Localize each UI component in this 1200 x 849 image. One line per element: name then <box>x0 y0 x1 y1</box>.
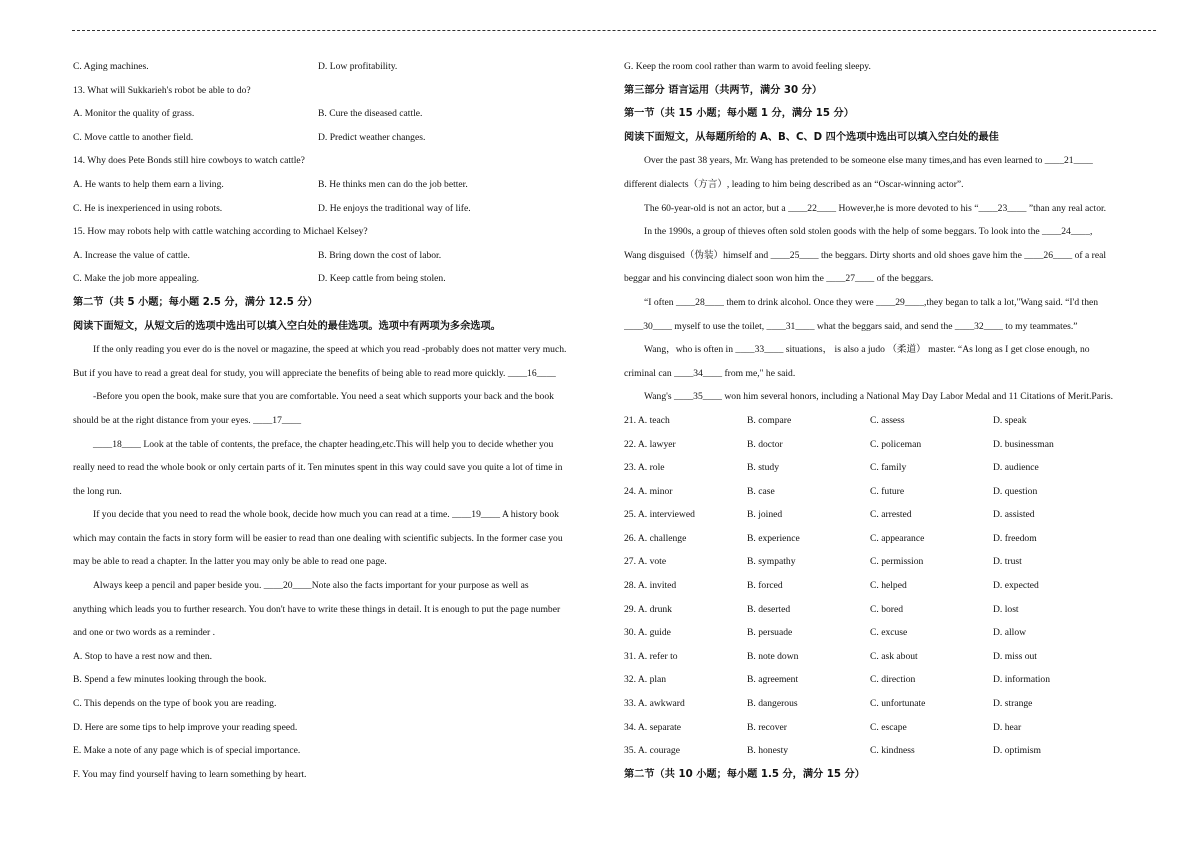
text-line: E. Make a note of any page which is of special importance. <box>73 745 301 757</box>
cloze-question-row <box>624 413 1158 437</box>
paragraph-line: Wang，who is often in ____33____ situations， is also a judo （柔道） master. “As long as I get close enough, no <box>644 344 1090 356</box>
text-line: C. This depends on the type of book you are reading. <box>73 698 277 710</box>
cloze-option: C. bored <box>870 603 904 615</box>
text-line: 15. How may robots help with cattle watching according to Michael Kelsey? <box>73 226 368 238</box>
cloze-option: C. appearance <box>870 532 925 544</box>
answer-option: B. Bring down the cost of labor. <box>318 249 442 261</box>
paragraph-line: -Before you open the book, make sure that you are comfortable. You need a seat which supports your back and the book <box>93 391 554 403</box>
cloze-option: B. case <box>747 485 775 497</box>
section-heading: 第三部分 语言运用（共两节，满分 30 分） <box>624 84 823 96</box>
cloze-option: D. audience <box>993 462 1039 474</box>
cloze-option: B. recover <box>747 721 787 733</box>
cloze-option: C. unfortunate <box>870 698 926 710</box>
text-line: beggar and his convincing dialect soon won him the ____27____ of the beggars. <box>624 273 934 285</box>
paragraph-line: Over the past 38 years, Mr. Wang has pretended to be someone else many times,and has even learned to ____21____ <box>644 155 1093 167</box>
cloze-option: D. optimism <box>993 745 1041 757</box>
cloze-option: 21. A. teach <box>624 414 670 426</box>
paragraph-line: In the 1990s, a group of thieves often sold stolen goods with the help of some beggars. To look into the ____24____, <box>644 226 1093 238</box>
cloze-option: C. future <box>870 485 905 497</box>
cloze-option: D. strange <box>993 698 1033 710</box>
text-line: really need to read the whole book or only certain parts of it. Ten minutes spent in this way could save you quite a lot of time in <box>73 462 563 474</box>
cloze-option: 30. A. guide <box>624 627 671 639</box>
cloze-question-row <box>624 672 1158 696</box>
text-line: 13. What will Sukkarieh's robot be able to do? <box>73 84 251 96</box>
text-line: ____30____ myself to use the toilet, ____31____ what the beggars said, and send the ____32____ to my teammates.” <box>624 320 1078 332</box>
cloze-question-row <box>624 460 1158 484</box>
cloze-option: C. escape <box>870 721 907 733</box>
cloze-option: D. speak <box>993 414 1027 426</box>
cloze-option: C. policeman <box>870 438 922 450</box>
cloze-option: 33. A. awkward <box>624 698 685 710</box>
answer-option: C. He is inexperienced in using robots. <box>73 202 223 214</box>
text-line: B. Spend a few minutes looking through the book. <box>73 674 267 686</box>
section-heading: 第一节（共 15 小题；每小题 1 分，满分 15 分） <box>624 108 854 120</box>
text-line: should be at the right distance from your eyes. ____17____ <box>73 414 302 426</box>
text-line: Wang disguised（伪装）himself and ____25____ the beggars. Dirty shorts and old shoes gave him the ____26____ of a real <box>624 249 1107 261</box>
left-column <box>73 59 605 790</box>
answer-option-row <box>73 59 605 83</box>
answer-option-row <box>73 201 605 225</box>
paragraph-line: Wang's ____35____ won him several honors, including a National May Day Labor Medal and 11 Citations of Merit.Paris. <box>644 391 1114 403</box>
cloze-option: D. allow <box>993 627 1027 639</box>
answer-option: C. Move cattle to another field. <box>73 131 194 143</box>
cloze-option: 27. A. vote <box>624 556 667 568</box>
cloze-option: C. excuse <box>870 627 908 639</box>
cloze-option: B. agreement <box>747 674 799 686</box>
text-line: the long run. <box>73 485 122 497</box>
cloze-question-row <box>624 743 1158 767</box>
answer-option: D. Keep cattle from being stolen. <box>318 273 446 285</box>
cloze-option: B. doctor <box>747 438 783 450</box>
cloze-option: 23. A. role <box>624 462 665 474</box>
cloze-option: C. arrested <box>870 509 912 521</box>
cloze-option: B. deserted <box>747 603 791 615</box>
cloze-option: C. helped <box>870 580 907 592</box>
cloze-option: 32. A. plan <box>624 674 667 686</box>
cloze-option: C. permission <box>870 556 924 568</box>
cloze-option: D. trust <box>993 556 1022 568</box>
cloze-option: B. study <box>747 462 779 474</box>
answer-option: D. He enjoys the traditional way of life. <box>318 202 471 214</box>
cloze-option: 28. A. invited <box>624 580 677 592</box>
cloze-option: C. assess <box>870 414 905 426</box>
cloze-option: B. honesty <box>747 745 789 757</box>
answer-option-row <box>73 248 605 272</box>
cloze-option: 22. A. lawyer <box>624 438 676 450</box>
cloze-option: D. information <box>993 674 1051 686</box>
section-heading: 第二节（共 10 小题；每小题 1.5 分，满分 15 分） <box>624 768 865 780</box>
page-top-rule <box>72 30 1156 31</box>
text-line: A. Stop to have a rest now and then. <box>73 650 213 662</box>
cloze-option: B. sympathy <box>747 556 796 568</box>
answer-option: B. He thinks men can do the job better. <box>318 178 468 190</box>
paragraph-line: Always keep a pencil and paper beside you. ____20____Note also the facts important for your purpose as well as <box>93 580 529 592</box>
answer-option-row <box>73 177 605 201</box>
answer-option: A. Increase the value of cattle. <box>73 249 190 261</box>
section-heading: 第二节（共 5 小题；每小题 2.5 分，满分 12.5 分） <box>73 296 318 308</box>
cloze-question-row <box>624 696 1158 720</box>
cloze-option: B. dangerous <box>747 698 798 710</box>
cloze-option: D. question <box>993 485 1038 497</box>
answer-option: B. Cure the diseased cattle. <box>318 108 423 120</box>
cloze-question-row <box>624 554 1158 578</box>
cloze-option: B. compare <box>747 414 792 426</box>
cloze-option: D. lost <box>993 603 1019 615</box>
cloze-option: 26. A. challenge <box>624 532 687 544</box>
answer-option-row <box>73 106 605 130</box>
answer-option: C. Make the job more appealing. <box>73 273 200 285</box>
cloze-option: D. businessman <box>993 438 1054 450</box>
paragraph-line: If the only reading you ever do is the novel or magazine, the speed at which you read -probably does not matter very much. <box>93 344 567 356</box>
text-line: 14. Why does Pete Bonds still hire cowboys to watch cattle? <box>73 155 305 167</box>
text-line: criminal can ____34____ from me," he said. <box>624 367 796 379</box>
cloze-option: D. assisted <box>993 509 1035 521</box>
cloze-option: B. experience <box>747 532 800 544</box>
cloze-option: D. freedom <box>993 532 1037 544</box>
cloze-question-row <box>624 484 1158 508</box>
right-column <box>624 59 1158 790</box>
text-line: G. Keep the room cool rather than warm to avoid feeling sleepy. <box>624 61 871 72</box>
paragraph-line: If you decide that you need to read the whole book, decide how much you can read at a time. ____19____ A history book <box>93 509 559 521</box>
answer-option: D. Predict weather changes. <box>318 131 426 143</box>
cloze-option: 29. A. drunk <box>624 603 672 615</box>
answer-option: C. Aging machines. <box>73 61 149 72</box>
cloze-question-row <box>624 578 1158 602</box>
cloze-option: B. note down <box>747 650 799 662</box>
answer-option-row <box>73 130 605 154</box>
cloze-option: 25. A. interviewed <box>624 509 695 521</box>
cloze-question-row <box>624 602 1158 626</box>
cloze-option: C. kindness <box>870 745 915 757</box>
cloze-option: 35. A. courage <box>624 745 680 757</box>
cloze-option: D. expected <box>993 580 1039 592</box>
cloze-question-row <box>624 437 1158 461</box>
answer-option: D. Low profitability. <box>318 61 398 72</box>
cloze-option: C. ask about <box>870 650 918 662</box>
text-line: But if you have to read a great deal for study, you will appreciate the benefits of being able to read more quickly. ____16____ <box>73 367 556 379</box>
answer-option: A. Monitor the quality of grass. <box>73 108 195 120</box>
cloze-question-row <box>624 649 1158 673</box>
cloze-option: B. persuade <box>747 627 793 639</box>
cloze-option: B. forced <box>747 580 783 592</box>
cloze-question-row <box>624 531 1158 555</box>
cloze-option: C. family <box>870 462 907 474</box>
cloze-option: B. joined <box>747 509 783 521</box>
text-line: and one or two words as a reminder . <box>73 627 215 639</box>
text-line: which may contain the facts in story form will be easier to read than one dealing with scientific subjects. In the former case you <box>73 532 563 544</box>
text-line: different dialects（方言）, leading to him being described as an “Oscar-winning actor”. <box>624 178 964 190</box>
cloze-option: D. hear <box>993 721 1022 733</box>
cloze-option: D. miss out <box>993 650 1037 662</box>
text-line: may be able to read a chapter. In the latter you may only be able to read one page. <box>73 556 387 568</box>
cloze-question-row <box>624 720 1158 744</box>
text-line: anything which leads you to further research. You don't have to write these things in detail. It is enough to put the page number <box>73 603 561 615</box>
text-line: F. You may find yourself having to learn something by heart. <box>73 768 307 780</box>
paragraph-line: “I often ____28____ them to drink alcohol. Once they were ____29____,they began to talk a lot,"Wang said. “I'd then <box>644 296 1099 308</box>
cloze-question-row <box>624 507 1158 531</box>
cloze-option: 34. A. separate <box>624 721 682 733</box>
answer-option: A. He wants to help them earn a living. <box>73 178 224 190</box>
cloze-option: 31. A. refer to <box>624 650 678 662</box>
paragraph-line: The 60-year-old is not an actor, but a ____22____ However,he is more devoted to his “____23____ ”than any real actor. <box>644 202 1107 214</box>
cloze-question-row <box>624 625 1158 649</box>
cloze-option: 24. A. minor <box>624 485 673 497</box>
answer-option-row <box>73 271 605 295</box>
section-heading: 阅读下面短文，从每题所给的 A、B、C、D 四个选项中选出可以填入空白处的最佳 <box>624 131 999 143</box>
text-line: D. Here are some tips to help improve your reading speed. <box>73 721 298 733</box>
section-heading: 阅读下面短文，从短文后的选项中选出可以填入空白处的最佳选项。选项中有两项为多余选项。 <box>73 320 501 332</box>
paragraph-line: ____18____ Look at the table of contents, the preface, the chapter heading,etc.This will help you to decide whether you <box>93 438 554 450</box>
cloze-option: C. direction <box>870 674 916 686</box>
